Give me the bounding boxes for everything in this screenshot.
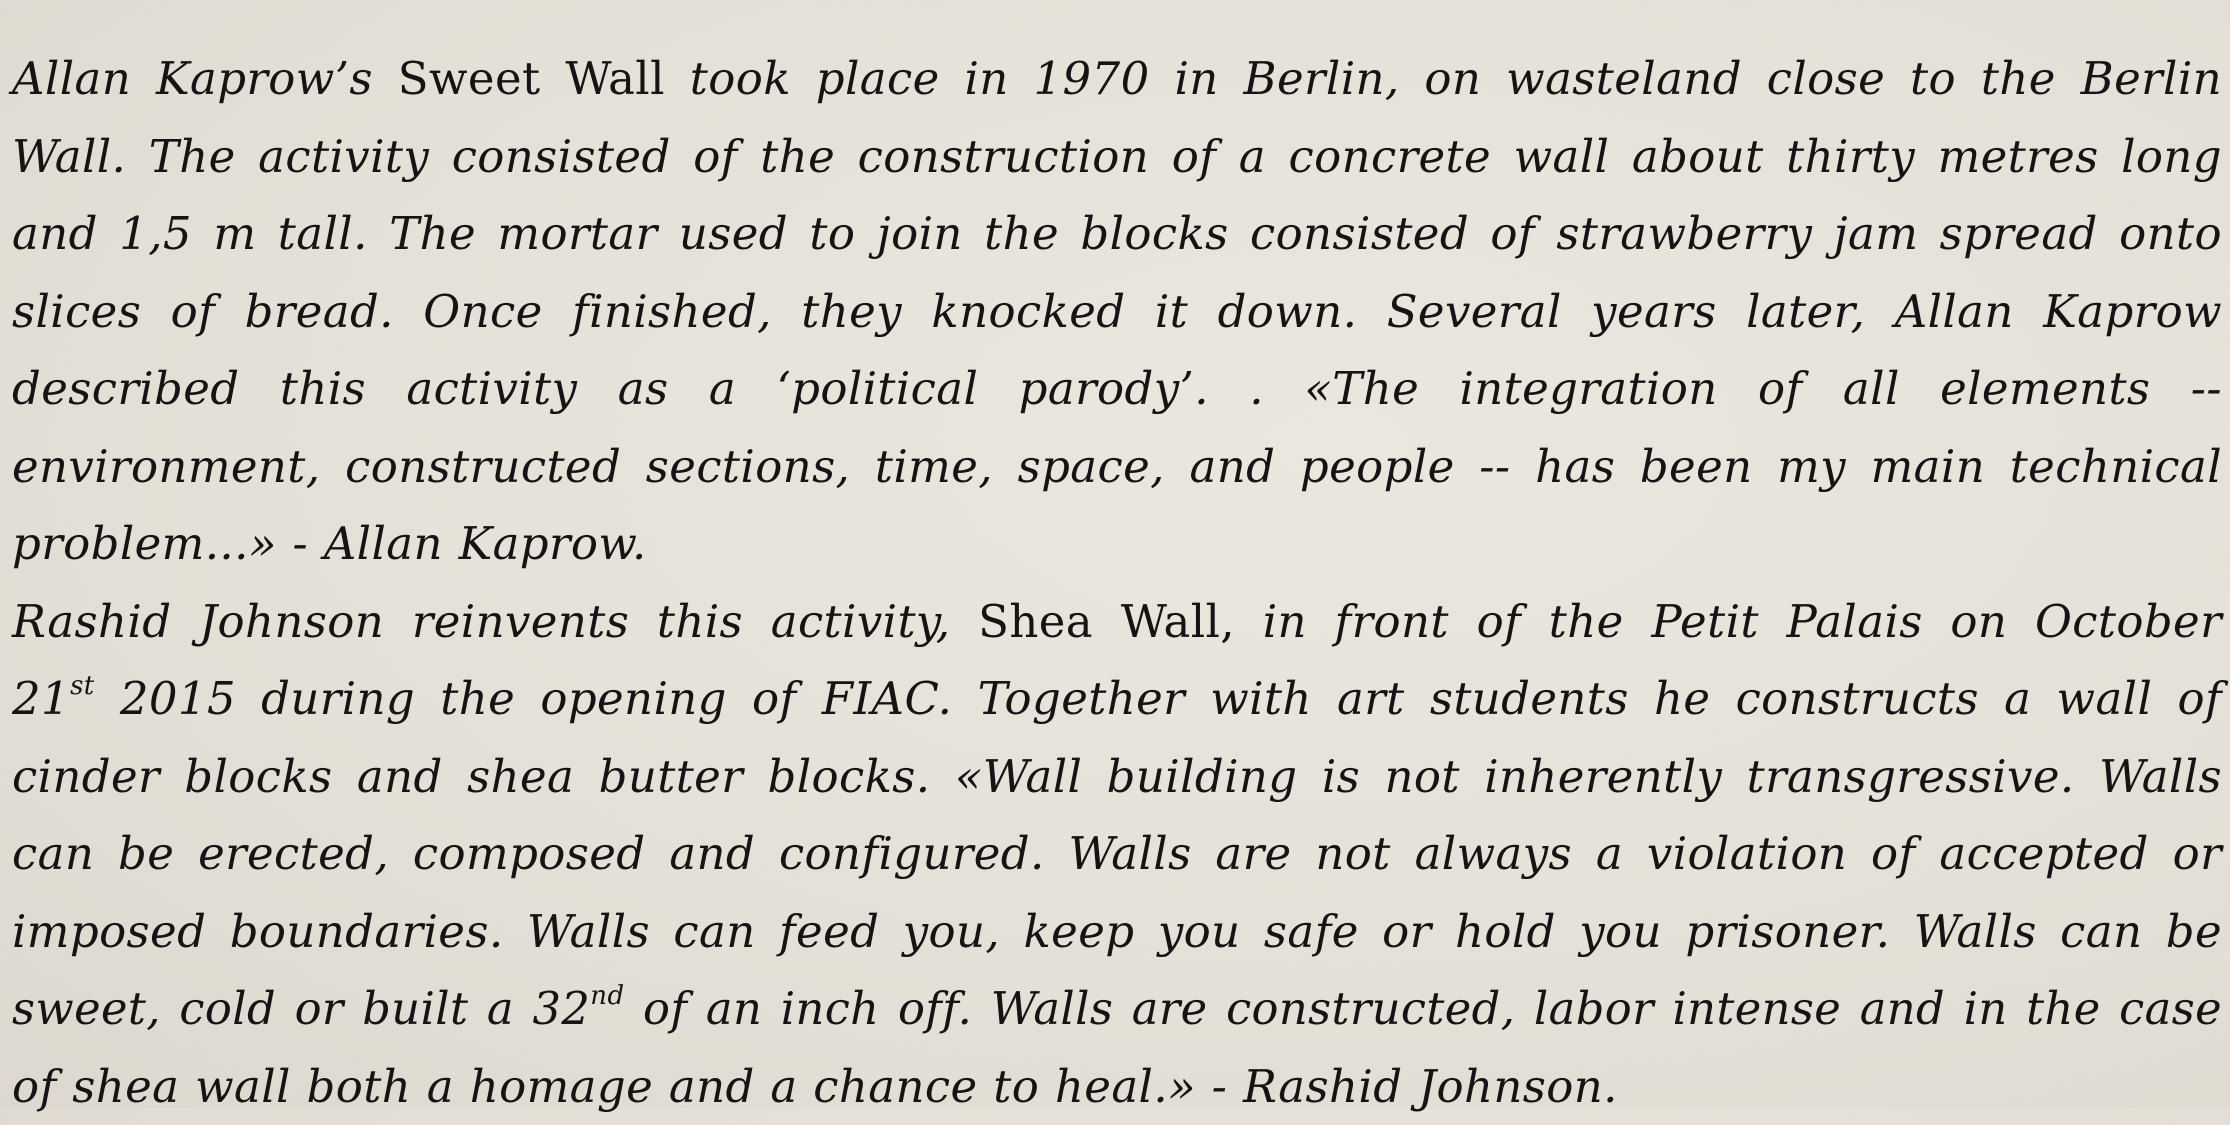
text-run: of an inch off. Walls are constructed, labor intense and in the case [625, 982, 2222, 1035]
text-run: Rashid Johnson reinvents this activity, [12, 595, 978, 648]
text-line-12: imposed boundaries. Walls can feed you, keep you safe or hold you prisoner. Walls can be [12, 893, 2222, 971]
text-line-9 [12, 660, 2222, 738]
text-line-7: problem...» - Allan Kaprow. [12, 505, 2222, 583]
artwork-title-shea-wall: Shea Wall, [978, 595, 1235, 648]
text-run: sweet, cold or built a 32 [12, 982, 590, 1035]
text-line-10: cinder blocks and shea butter blocks. «Wall building is not inherently transgressive. Walls [12, 738, 2222, 816]
text-line-4: slices of bread. Once finished, they knocked it down. Several years later, Allan Kaprow [12, 273, 2222, 351]
text-run: took place in 1970 in Berlin, on wasteland close to the Berlin [665, 52, 2222, 105]
artwork-title-sweet-wall: Sweet Wall [398, 52, 665, 105]
text-run: 21 [12, 672, 70, 725]
text-line-1 [12, 40, 2222, 118]
text-line-5: described this activity as a ‘political parody’. . «The integration of all elements -- [12, 350, 2222, 428]
text-line-8 [12, 583, 2222, 661]
text-run: 2015 during the opening of FIAC. Together with art students he constructs a wall of [95, 672, 2222, 725]
paragraph-johnson [12, 583, 2222, 1125]
ordinal-suffix: st [70, 671, 95, 701]
text-run: in front of the Petit Palais on October [1235, 595, 2222, 648]
text-line-2: Wall. The activity consisted of the construction of a concrete wall about thirty metres long [12, 118, 2222, 196]
text-line-14: of shea wall both a homage and a chance to heal.» - Rashid Johnson. [12, 1048, 2222, 1125]
text-line-6: environment, constructed sections, time, space, and people -- has been my main technical [12, 428, 2222, 506]
ordinal-suffix: nd [590, 981, 624, 1011]
text-line-11: can be erected, composed and configured. Walls are not always a violation of accepted or [12, 815, 2222, 893]
wall-label-text [12, 40, 2222, 1125]
text-run: Allan Kaprow’s [12, 52, 398, 105]
text-line-3: and 1,5 m tall. The mortar used to join the blocks consisted of strawberry jam spread onto [12, 195, 2222, 273]
paragraph-kaprow [12, 40, 2222, 583]
text-line-13 [12, 970, 2222, 1048]
